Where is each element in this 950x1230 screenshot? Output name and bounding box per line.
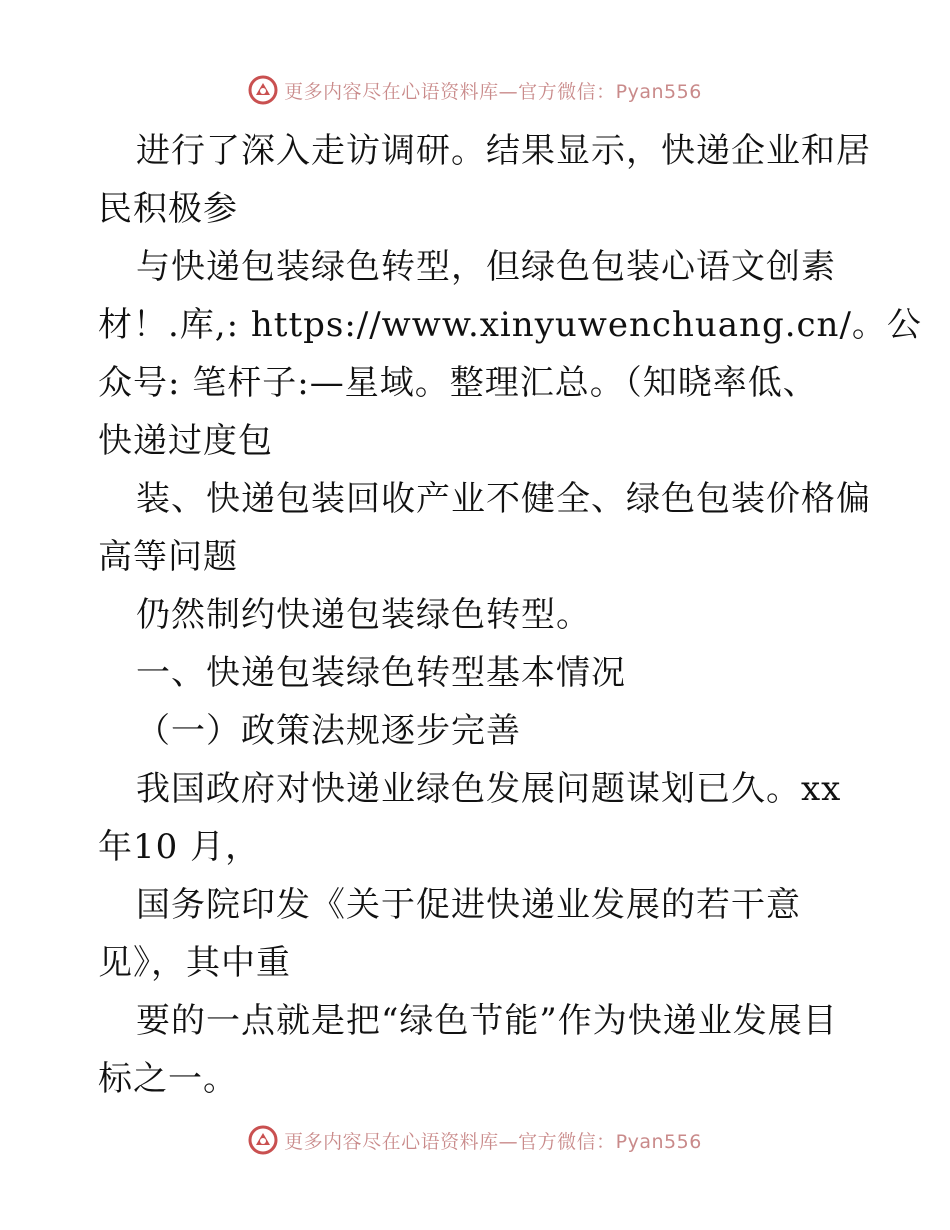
body-line: 标之一。	[98, 1059, 238, 1099]
body-line: 材！.库,: https://www.xinyuwenchuang.cn/。公	[98, 305, 922, 345]
body-line: 要的一点就是把“绿色节能”作为快递业发展目	[136, 1001, 838, 1041]
body-line: 年10 月，	[98, 827, 261, 867]
footer-banner	[0, 1120, 950, 1160]
body-line: 高等问题	[98, 537, 238, 577]
section-heading: 一、快递包装绿色转型基本情况	[136, 653, 626, 693]
body-line: 与快递包装绿色转型，但绿色包装心语文创素	[136, 247, 836, 287]
body-line: 进行了深入走访调研。结果显示，快递企业和居	[136, 131, 871, 171]
body-line: 见》，其中重	[98, 943, 291, 983]
body-line: 装、快递包装回收产业不健全、绿色包装价格偏	[136, 479, 871, 519]
document-body	[98, 122, 922, 1108]
body-line: 我国政府对快递业绿色发展问题谋划已久。xx	[136, 769, 842, 809]
body-line: 国务院印发《关于促进快递业发展的若干意	[136, 885, 801, 925]
header-banner-text: 更多内容尽在心语资料库—官方微信：Pyan556	[284, 80, 702, 103]
header-banner	[0, 70, 950, 110]
body-line: 民积极参	[98, 189, 238, 229]
body-line: 众号: 笔杆子:—星域。整理汇总。（知晓率低、	[98, 363, 818, 403]
body-line: 仍然制约快递包装绿色转型。	[136, 595, 591, 635]
body-line: 快递过度包	[98, 421, 273, 461]
footer-banner-text: 更多内容尽在心语资料库—官方微信：Pyan556	[284, 1130, 702, 1153]
brand-logo-icon	[248, 75, 278, 105]
brand-logo-icon	[248, 1125, 278, 1155]
subsection-heading: （一）政策法规逐步完善	[136, 711, 521, 751]
